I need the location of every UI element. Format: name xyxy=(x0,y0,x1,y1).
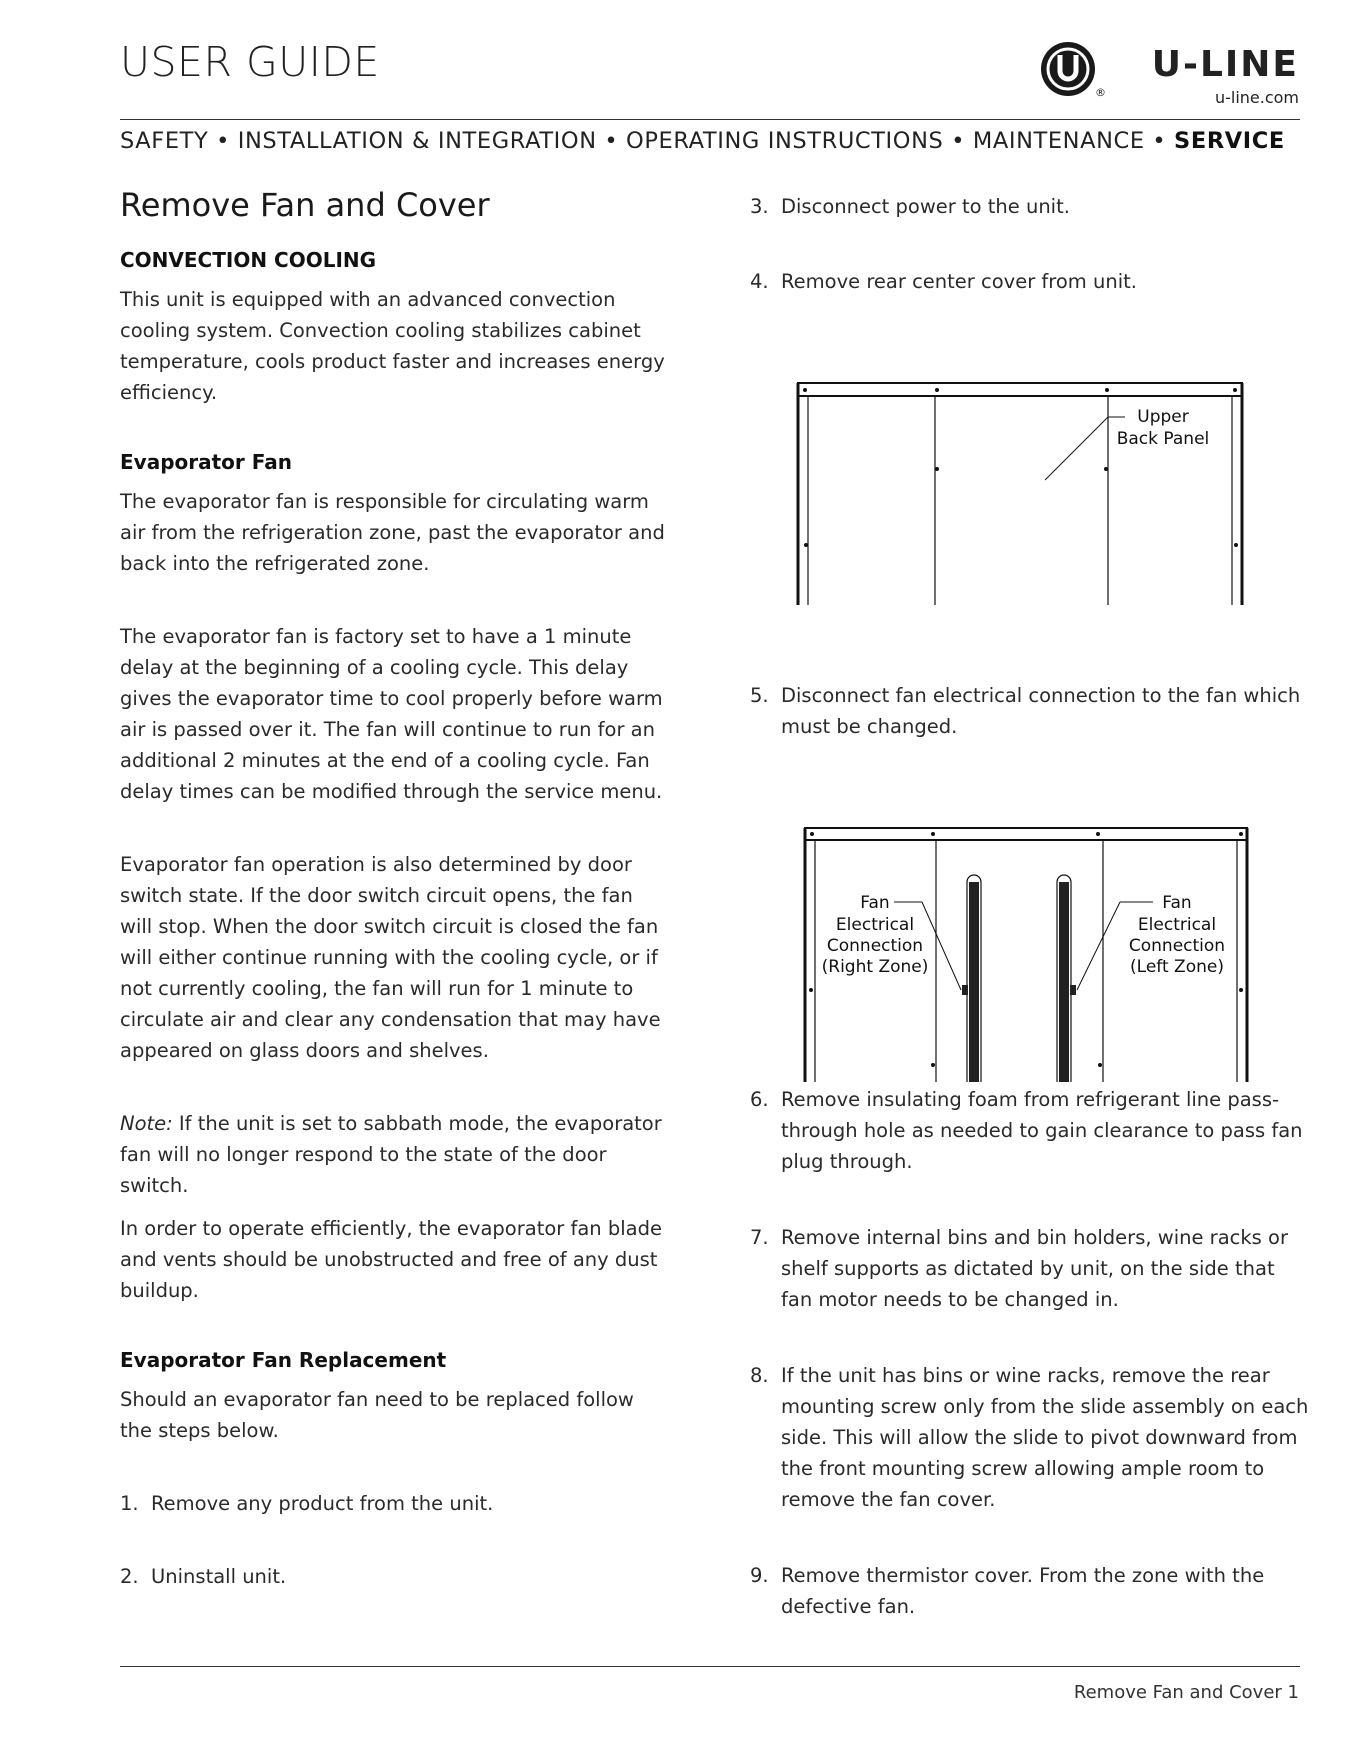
registered-mark: ® xyxy=(1095,86,1106,99)
step-number: 8. xyxy=(750,1364,769,1387)
left-callout-line-2: Electrical xyxy=(835,915,915,935)
step-item xyxy=(750,1084,1310,1177)
step-number: 5. xyxy=(750,684,769,707)
right-callout-line-2: Electrical xyxy=(1137,915,1217,935)
step-number: 7. xyxy=(750,1226,769,1249)
logo-url: u-line.com xyxy=(1214,88,1299,107)
nav-separator: • xyxy=(1152,128,1167,154)
right-callout-line-4: (Left Zone) xyxy=(1130,957,1224,977)
nav-item-installation: INSTALLATION & INTEGRATION xyxy=(237,128,597,154)
section-nav xyxy=(120,128,1300,154)
step-item xyxy=(750,266,1310,297)
step-text: Remove any product from the unit. xyxy=(151,1492,494,1515)
step-number: 4. xyxy=(750,270,769,293)
step-number: 6. xyxy=(750,1088,769,1111)
step-item xyxy=(750,1222,1310,1315)
step-item xyxy=(750,1560,1310,1622)
sabbath-note xyxy=(120,1108,665,1201)
step-text: Uninstall unit. xyxy=(151,1565,287,1588)
nav-item-maintenance: MAINTENANCE xyxy=(972,128,1145,154)
header-divider xyxy=(120,119,1300,120)
note-label: Note: xyxy=(120,1112,173,1135)
left-callout-line-1: Fan xyxy=(860,893,890,913)
step-number: 3. xyxy=(750,195,769,218)
upper-back-panel-label-2: Back Panel xyxy=(1116,429,1210,449)
nav-item-service-active: SERVICE xyxy=(1174,128,1285,154)
step-text: Remove internal bins and bin holders, wine racks or shelf supports as dictated by unit, on the side that fan motor needs to be changed in. xyxy=(781,1226,1288,1311)
page-heading: Remove Fan and Cover xyxy=(120,186,490,224)
step-item xyxy=(120,1561,665,1592)
replacement-heading: Evaporator Fan Replacement xyxy=(120,1348,447,1372)
step-item xyxy=(750,191,1310,222)
step-number: 2. xyxy=(120,1565,139,1588)
evaporator-paragraph-4: In order to operate efficiently, the evaporator fan blade and vents should be unobstructed and free of any dust buildup. xyxy=(120,1217,662,1302)
step-number: 1. xyxy=(120,1492,139,1515)
evaporator-paragraph-2: The evaporator fan is factory set to have a 1 minute delay at the beginning of a cooling cycle. This delay gives the evaporator time to cool properly before warm air is passed over it. The fan will continue to run for an additional 2 minutes at the end of a cooling cycle. Fan delay times can be modified through the service menu. xyxy=(120,625,663,803)
right-callout-line-3: Connection xyxy=(1128,936,1226,956)
fan-electrical-connection-diagram xyxy=(795,820,1255,1083)
upper-back-panel-diagram xyxy=(790,375,1250,607)
left-column xyxy=(120,186,665,1592)
step-text: If the unit has bins or wine racks, remove the rear mounting screw only from the slide assembly on each side. This will allow the slide to pivot downward from the front mounting screw allowing ample room to remove the fan cover. xyxy=(781,1364,1309,1511)
step-number: 9. xyxy=(750,1564,769,1587)
document-title: USER GUIDE xyxy=(120,38,380,86)
evaporator-fan-heading: Evaporator Fan xyxy=(120,450,292,474)
nav-item-operating: OPERATING INSTRUCTIONS xyxy=(626,128,944,154)
left-callout-line-4: (Right Zone) xyxy=(821,957,929,977)
nav-item-safety: SAFETY xyxy=(120,128,209,154)
note-text: If the unit is set to sabbath mode, the evaporator fan will no longer respond to the state of the door switch. xyxy=(120,1112,662,1197)
right-callout-line-1: Fan xyxy=(1162,893,1192,913)
logo-wordmark: U-LINE xyxy=(1151,44,1299,85)
step-text: Remove thermistor cover. From the zone with the defective fan. xyxy=(781,1564,1265,1618)
step-item xyxy=(750,1360,1310,1515)
step-text: Remove rear center cover from unit. xyxy=(781,270,1137,293)
step-item xyxy=(750,680,1310,742)
evaporator-paragraph-1: The evaporator fan is responsible for circulating warm air from the refrigeration zone, past the evaporator and back into the refrigerated zone. xyxy=(120,490,665,575)
nav-separator: • xyxy=(216,128,230,154)
page-footer: Remove Fan and Cover 1 xyxy=(1073,1682,1299,1703)
u-line-logo-icon xyxy=(1039,40,1097,98)
step-text: Disconnect fan electrical connection to the fan which must be changed. xyxy=(781,684,1301,738)
replacement-paragraph: Should an evaporator fan need to be replaced follow the steps below. xyxy=(120,1388,634,1442)
step-text: Remove insulating foam from refrigerant line pass-through hole as needed to gain clearance to pass fan plug through. xyxy=(781,1088,1303,1173)
u-line-logo xyxy=(1039,40,1299,106)
convection-heading: CONVECTION COOLING xyxy=(120,248,377,272)
upper-back-panel-label-1: Upper xyxy=(1137,407,1189,427)
footer-divider xyxy=(120,1666,1300,1667)
nav-separator: • xyxy=(604,128,619,154)
left-callout-line-3: Connection xyxy=(826,936,924,956)
evaporator-paragraph-3: Evaporator fan operation is also determined by door switch state. If the door switch circuit opens, the fan will stop. When the door switch circuit is closed the fan will either continue running with the cooling cycle, or if not currently cooling, the fan will run for 1 minute to circulate air and clear any condensation that may have appeared on glass doors and shelves. xyxy=(120,853,661,1062)
step-item xyxy=(120,1488,665,1519)
nav-separator: • xyxy=(951,128,966,154)
convection-paragraph: This unit is equipped with an advanced convection cooling system. Convection cooling stabilizes cabinet temperature, cools product faster and increases energy efficiency. xyxy=(120,288,665,404)
step-text: Disconnect power to the unit. xyxy=(781,195,1070,218)
